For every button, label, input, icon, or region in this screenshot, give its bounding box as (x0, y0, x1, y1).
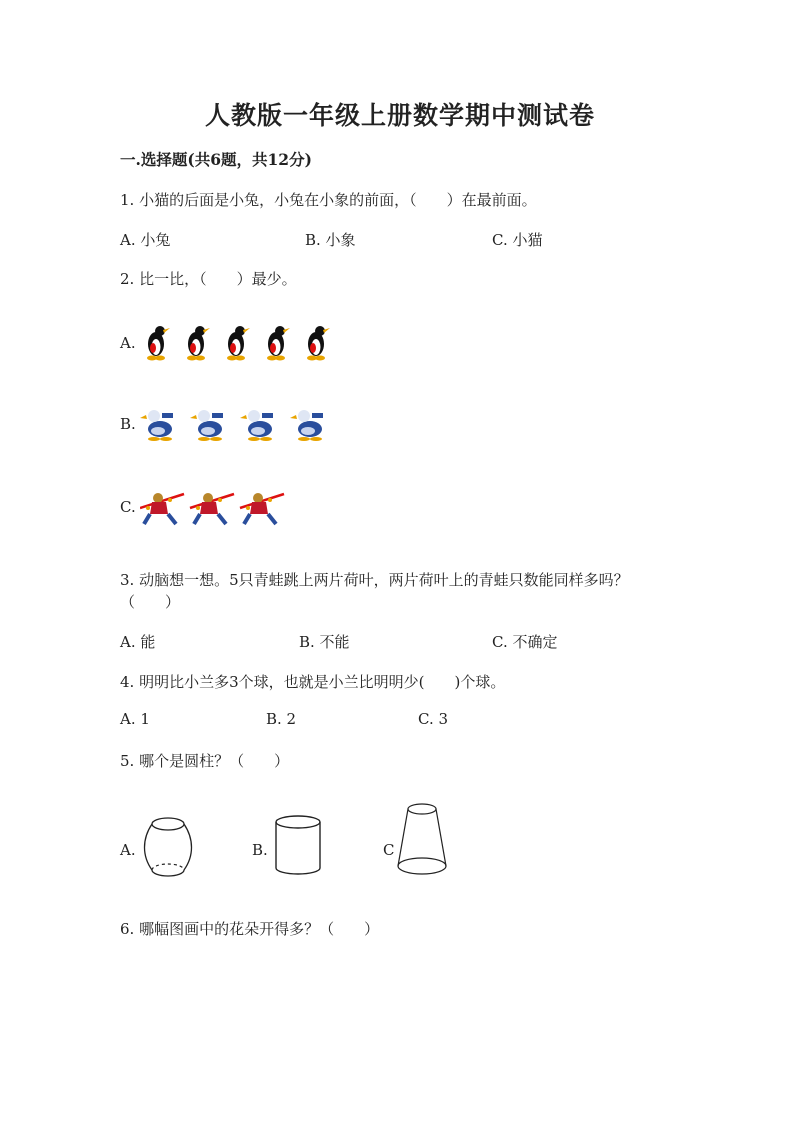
q5-option-c: C (383, 841, 395, 859)
cylinder-icon (270, 812, 326, 880)
q1-option-a: A. 小兔 (120, 231, 171, 249)
q1-option-b: B. 小象 (305, 231, 356, 249)
q3-option-a: A. 能 (120, 633, 156, 651)
penguin-icon (140, 322, 340, 364)
duck-icon (140, 403, 340, 445)
q4-option-a: A. 1 (120, 710, 150, 728)
q5-option-a: A. (120, 841, 136, 859)
question-4: 4. 明明比小兰多3个球，也就是小兰比明明少( )个球。 (120, 673, 506, 691)
q3-option-c: C. 不确定 (492, 633, 558, 651)
question-1: 1. 小猫的后面是小兔，小兔在小象的前面，（ ）在最前面。 (120, 191, 537, 209)
q2-option-c: C. (120, 498, 136, 516)
q5-option-b: B. (252, 841, 268, 859)
page-title: 人教版一年级上册数学期中测试卷 (204, 101, 595, 130)
question-3: 3. 动脑想一想。5只青蛙跳上两片荷叶，两片荷叶上的青蛙只数能同样多吗？ (120, 571, 629, 589)
q4-option-c: C. 3 (418, 710, 449, 728)
q3-option-b: B. 不能 (299, 633, 350, 651)
q4-option-b: B. 2 (266, 710, 297, 728)
q2-row-c (120, 486, 300, 528)
barrel-shape-icon (140, 814, 196, 880)
q2-option-a: A. (120, 334, 136, 352)
q2-row-a (120, 322, 340, 364)
section-heading: 一.选择题(共6题，共12分) (120, 150, 312, 169)
frustum-icon (392, 800, 454, 880)
q2-option-b: B. (120, 415, 136, 433)
question-5: 5. 哪个是圆柱？（ ） (120, 752, 290, 770)
question-3-blank: （ ） (120, 593, 181, 611)
question-6: 6. 哪幅图画中的花朵开得多？（ ） (120, 920, 380, 938)
question-2: 2. 比一比，（ ）最少。 (120, 270, 297, 288)
q1-option-c: C. 小猫 (492, 231, 543, 249)
monkey-king-icon (140, 486, 300, 528)
q2-row-b (120, 403, 340, 445)
